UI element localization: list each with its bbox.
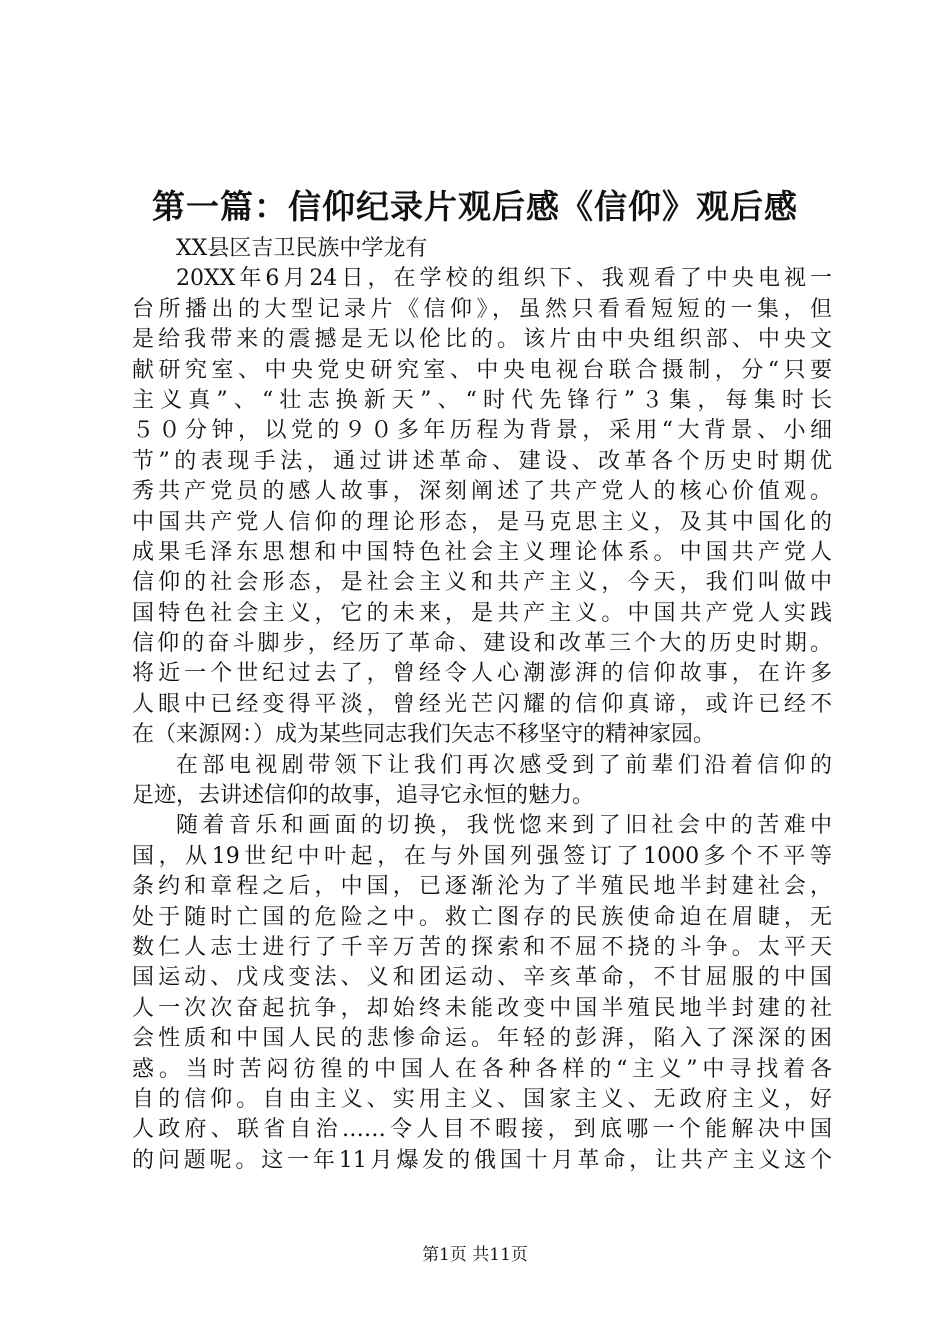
body-line: 国特色社会主义，它的未来，是共产主义。中国共产党人实践	[132, 600, 832, 626]
body-line: XX县区吉卫民族中学龙有	[176, 236, 428, 261]
body-line: 节”的表现手法，通过讲述革命、建设、改革各个历史时期优	[132, 448, 832, 474]
body-line: 20XX年6月24日，在学校的组织下、我观看了中央电视一	[176, 266, 832, 292]
body-line: 处于随时亡国的危险之中。救亡图存的民族使命迫在眉睫，无	[132, 904, 832, 930]
body-line: ５０分钟，以党的９０多年历程为背景，采用“大背景、小细	[132, 418, 832, 444]
body-line: 足迹，去讲述信仰的故事，追寻它永恒的魅力。	[132, 783, 595, 809]
body-line: 秀共产党员的感人故事，深刻阐述了共产党人的核心价值观。	[132, 479, 832, 505]
body-line: 随着音乐和画面的切换，我恍惚来到了旧社会中的苦难中	[176, 813, 832, 839]
body-line: 在（来源网：）成为某些同志我们矢志不移坚守的精神家园。	[132, 722, 716, 748]
body-line: 国，从19世纪中叶起，在与外国列强签订了1000多个不平等	[132, 843, 832, 869]
body-line: 信仰的社会形态，是社会主义和共产主义，今天，我们叫做中	[132, 570, 832, 596]
page-footer: 第1页 共11页	[422, 1245, 528, 1265]
body-line: 献研究室、中央党史研究室、中央电视台联合摄制，分“只要	[132, 357, 832, 383]
document-body	[132, 234, 832, 1176]
body-line: 惑。当时苦闷彷徨的中国人在各种各样的“主义”中寻找着各	[132, 1056, 832, 1082]
body-line: 条约和章程之后，中国，已逐渐沦为了半殖民地半封建社会，	[132, 874, 832, 900]
body-line: 主义真”、“壮志换新天”、“时代先锋行”３集，每集时长	[132, 387, 832, 413]
body-line: 的问题呢。这一年11月爆发的俄国十月革命，让共产主义这个	[132, 1147, 832, 1173]
body-line: 台所播出的大型记录片《信仰》，虽然只看看短短的一集，但	[132, 296, 832, 322]
body-line: 自的信仰。自由主义、实用主义、国家主义、无政府主义，好	[132, 1086, 832, 1112]
document-title: 第一篇：信仰纪录片观后感《信仰》观后感	[152, 187, 798, 226]
body-line: 人眼中已经变得平淡，曾经光芒闪耀的信仰真谛，或许已经不	[132, 691, 832, 717]
body-line: 会性质和中国人民的悲惨命运。年轻的彭湃，陷入了深深的困	[132, 1026, 832, 1052]
body-line: 人一次次奋起抗争，却始终未能改变中国半殖民地半封建的社	[132, 995, 832, 1021]
body-line: 是给我带来的震撼是无以伦比的。该片由中央组织部、中央文	[132, 327, 832, 353]
body-line: 中国共产党人信仰的理论形态，是马克思主义，及其中国化的	[132, 509, 832, 535]
body-line: 信仰的奋斗脚步，经历了革命、建设和改革三个大的历史时期。	[132, 631, 832, 657]
body-line: 人政府、联省自治……令人目不暇接，到底哪一个能解决中国	[132, 1117, 832, 1143]
body-line: 国运动、戊戌变法、义和团运动、辛亥革命，不甘屈服的中国	[132, 965, 832, 991]
body-line: 将近一个世纪过去了，曾经令人心潮澎湃的信仰故事，在许多	[132, 661, 832, 687]
body-line: 成果毛泽东思想和中国特色社会主义理论体系。中国共产党人	[132, 539, 832, 565]
body-line: 数仁人志士进行了千辛万苦的探索和不屈不挠的斗争。太平天	[132, 934, 832, 960]
body-line: 在部电视剧带领下让我们再次感受到了前辈们沿着信仰的	[176, 752, 832, 778]
